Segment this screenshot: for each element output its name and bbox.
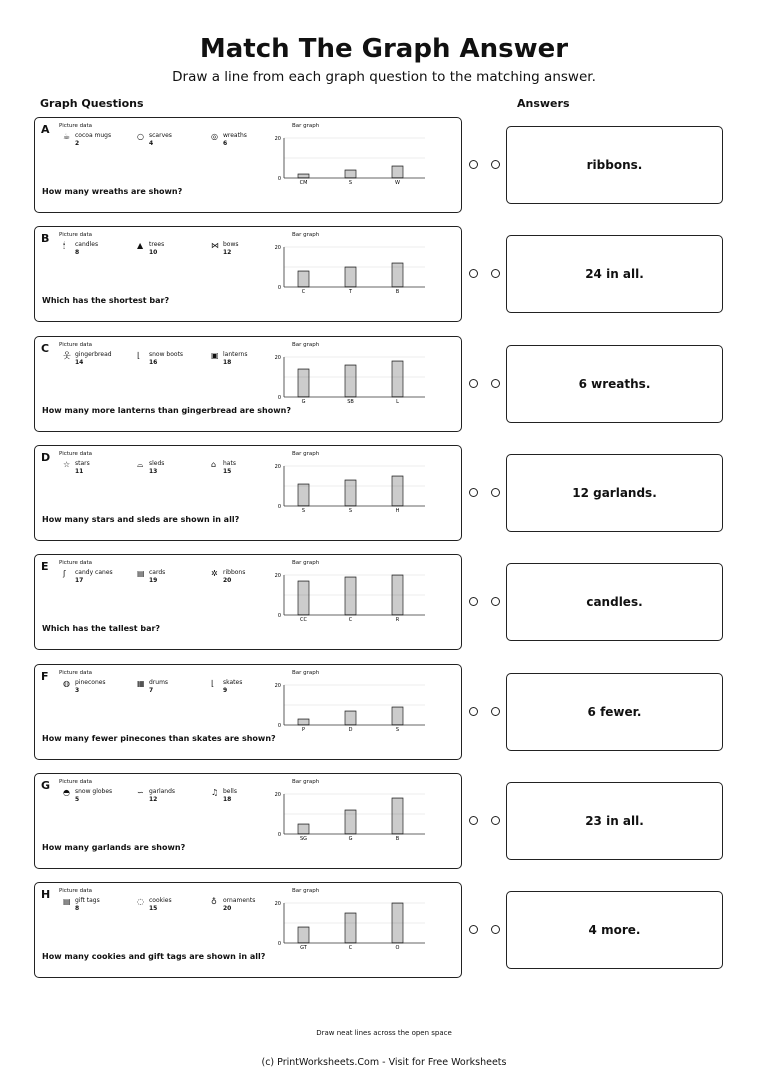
answer-card: 24 in all. xyxy=(506,235,723,313)
bar-chart xyxy=(271,567,436,629)
bar-chart xyxy=(271,895,436,957)
bar-chart xyxy=(271,786,436,848)
x-tick-label: G xyxy=(348,836,353,842)
question-card xyxy=(34,336,462,432)
x-tick-label: C xyxy=(348,945,353,951)
picture-data-item xyxy=(211,897,256,913)
item-value: 10 xyxy=(149,249,158,256)
question-card xyxy=(34,554,462,650)
y-tick-label: 0 xyxy=(277,504,281,510)
ribbon-icon: ✲ xyxy=(211,569,218,578)
candy-cane-icon: ʃ xyxy=(63,569,66,578)
question-card xyxy=(34,226,462,322)
bar-graph-label: Bar graph xyxy=(292,232,320,238)
skate-icon: ⌊ xyxy=(211,679,215,688)
picture-data-label: Picture data xyxy=(59,888,93,894)
answer-card: 12 garlands. xyxy=(506,454,723,532)
x-tick-label: O xyxy=(395,945,400,951)
x-tick-label: T xyxy=(348,289,353,295)
bar xyxy=(298,271,309,287)
item-name: cards xyxy=(149,569,166,576)
item-value: 7 xyxy=(149,687,154,694)
question-card xyxy=(34,664,462,760)
x-tick-label: D xyxy=(348,727,353,733)
x-tick-label: P xyxy=(301,727,306,733)
item-value: 8 xyxy=(75,905,80,912)
bar xyxy=(392,575,403,615)
item-name: skates xyxy=(223,679,243,686)
y-tick-label: 0 xyxy=(277,613,281,619)
item-value: 9 xyxy=(223,687,228,694)
y-tick-label: 20 xyxy=(274,464,281,470)
bar xyxy=(298,174,309,178)
item-value: 18 xyxy=(223,359,232,366)
item-value: 19 xyxy=(149,577,158,584)
answer-card: 23 in all. xyxy=(506,782,723,860)
x-tick-label: H xyxy=(395,508,400,514)
x-tick-label: G xyxy=(301,399,306,405)
bar xyxy=(392,166,403,178)
question-card xyxy=(34,117,462,213)
picture-data-label: Picture data xyxy=(59,123,93,129)
picture-data-item xyxy=(211,679,243,695)
picture-data-item xyxy=(137,569,166,585)
question-text: How many stars and sleds are shown in all? xyxy=(42,515,240,524)
picture-data-item xyxy=(211,569,246,585)
item-value: 20 xyxy=(223,905,232,912)
candle-icon: 🕯 xyxy=(63,241,66,250)
item-name: ornaments xyxy=(223,897,256,904)
item-value: 15 xyxy=(223,468,232,475)
x-tick-label: B xyxy=(395,836,400,842)
picture-data-label: Picture data xyxy=(59,779,93,785)
picture-data-item xyxy=(63,241,99,257)
question-connector-dot[interactable] xyxy=(469,488,478,497)
answer-connector-dot[interactable] xyxy=(491,816,500,825)
item-value: 11 xyxy=(75,468,84,475)
item-name: gingerbread xyxy=(75,351,112,358)
picture-data-item xyxy=(137,788,176,804)
picture-data-item xyxy=(137,132,172,148)
x-tick-label: GT xyxy=(300,945,307,951)
question-letter: D xyxy=(41,451,51,464)
item-name: snow boots xyxy=(149,351,184,358)
x-tick-label: S xyxy=(348,508,353,514)
item-value: 12 xyxy=(223,249,232,256)
item-value: 17 xyxy=(75,577,84,584)
item-name: ribbons xyxy=(223,569,246,576)
item-name: scarves xyxy=(149,132,172,139)
question-connector-dot[interactable] xyxy=(469,269,478,278)
bar xyxy=(345,577,356,615)
item-value: 18 xyxy=(223,796,232,803)
star-icon: ☆ xyxy=(63,460,71,469)
x-tick-label: SB xyxy=(347,399,354,405)
picture-data-item xyxy=(137,679,169,695)
bar-graph-label: Bar graph xyxy=(292,670,320,676)
bar xyxy=(298,719,309,725)
bar xyxy=(392,798,403,834)
bar xyxy=(345,267,356,287)
item-name: stars xyxy=(75,460,90,467)
picture-data-item xyxy=(63,132,112,148)
picture-data-item xyxy=(211,788,237,804)
question-connector-dot[interactable] xyxy=(469,925,478,934)
instruction-note: Draw neat lines across the open space xyxy=(316,1029,452,1037)
item-value: 12 xyxy=(149,796,158,803)
bar-graph-label: Bar graph xyxy=(292,342,320,348)
bar xyxy=(392,476,403,506)
picture-data-label: Picture data xyxy=(59,560,93,566)
question-connector-dot[interactable] xyxy=(469,379,478,388)
snow-globe-icon: ◓ xyxy=(63,788,70,797)
item-name: candles xyxy=(75,241,99,248)
bow-icon: ⋈ xyxy=(211,241,219,250)
item-name: garlands xyxy=(149,788,176,795)
picture-data-item xyxy=(137,241,165,257)
item-value: 3 xyxy=(75,687,80,694)
page-subtitle: Draw a line from each graph question to the matching answer. xyxy=(172,69,596,85)
tree-icon: ▲ xyxy=(137,241,144,250)
item-value: 4 xyxy=(149,140,154,147)
y-tick-label: 0 xyxy=(277,832,281,838)
answer-connector-dot[interactable] xyxy=(491,488,500,497)
bar xyxy=(345,365,356,397)
answer-card: 4 more. xyxy=(506,891,723,969)
item-value: 15 xyxy=(149,905,158,912)
x-tick-label: L xyxy=(396,399,399,405)
item-name: snow globes xyxy=(75,788,113,795)
x-tick-label: C xyxy=(348,617,353,623)
item-value: 16 xyxy=(149,359,158,366)
y-tick-label: 0 xyxy=(277,723,281,729)
bar-graph-label: Bar graph xyxy=(292,451,320,457)
bar-chart xyxy=(271,677,436,739)
x-tick-label: R xyxy=(395,617,400,623)
picture-data-label: Picture data xyxy=(59,670,93,676)
question-text: How many wreaths are shown? xyxy=(42,187,183,196)
question-text: How many more lanterns than gingerbread are shown? xyxy=(42,406,291,415)
scarf-icon: ○ xyxy=(137,132,144,141)
item-name: bells xyxy=(223,788,237,795)
question-letter: C xyxy=(41,342,50,355)
answer-connector-dot[interactable] xyxy=(491,379,500,388)
mug-icon: ☕ xyxy=(63,132,71,141)
answer-connector-dot[interactable] xyxy=(491,597,500,606)
item-name: trees xyxy=(149,241,165,248)
answer-connector-dot[interactable] xyxy=(491,269,500,278)
item-name: cocoa mugs xyxy=(75,132,112,139)
bar xyxy=(345,480,356,506)
lantern-icon: ▣ xyxy=(211,351,219,360)
bell-icon: ♫ xyxy=(211,788,219,797)
cookie-icon: ◌ xyxy=(137,897,144,906)
picture-data-label: Picture data xyxy=(59,342,93,348)
picture-data-item xyxy=(63,569,113,585)
question-letter: H xyxy=(41,888,51,901)
picture-data-item xyxy=(137,351,184,367)
item-name: drums xyxy=(149,679,169,686)
question-card xyxy=(34,882,462,978)
question-card xyxy=(34,773,462,869)
bar xyxy=(392,903,403,943)
bar-chart xyxy=(271,239,436,301)
item-name: wreaths xyxy=(223,132,247,139)
x-tick-label: C xyxy=(301,289,306,295)
item-name: lanterns xyxy=(223,351,248,358)
item-name: candy canes xyxy=(75,569,113,576)
x-tick-label: W xyxy=(395,180,400,186)
garland-icon: ∽ xyxy=(137,788,144,797)
y-tick-label: 0 xyxy=(277,395,281,401)
item-name: bows xyxy=(223,241,239,248)
item-name: sleds xyxy=(149,460,165,467)
x-tick-label: CM xyxy=(299,180,308,186)
bar xyxy=(345,810,356,834)
picture-data-item xyxy=(63,351,112,367)
picture-data-item xyxy=(63,788,113,804)
wreath-icon: ◎ xyxy=(211,132,218,141)
footer-text: (c) PrintWorksheets.Com - Visit for Free Worksheets xyxy=(261,1057,507,1068)
x-tick-label: S xyxy=(348,180,353,186)
y-tick-label: 20 xyxy=(274,245,281,251)
bar-graph-label: Bar graph xyxy=(292,560,320,566)
bar xyxy=(298,369,309,397)
question-connector-dot[interactable] xyxy=(469,597,478,606)
question-text: Which has the shortest bar? xyxy=(42,296,170,305)
bar-graph-label: Bar graph xyxy=(292,779,320,785)
picture-data-item xyxy=(211,132,247,148)
item-value: 5 xyxy=(75,796,80,803)
answer-card: ribbons. xyxy=(506,126,723,204)
y-tick-label: 0 xyxy=(277,285,281,291)
answer-card: 6 fewer. xyxy=(506,673,723,751)
question-text: How many fewer pinecones than skates are shown? xyxy=(42,734,276,743)
item-value: 14 xyxy=(75,359,84,366)
answer-connector-dot[interactable] xyxy=(491,925,500,934)
y-tick-label: 0 xyxy=(277,941,281,947)
picture-data-item xyxy=(211,241,239,257)
picture-data-item xyxy=(137,460,165,476)
ornament-icon: ♁ xyxy=(211,897,217,906)
question-text: How many cookies and gift tags are shown in all? xyxy=(42,952,266,961)
hat-icon: ⌂ xyxy=(211,460,217,469)
item-value: 13 xyxy=(149,468,158,475)
item-name: gift tags xyxy=(75,897,100,904)
question-connector-dot[interactable] xyxy=(469,816,478,825)
answers-heading: Answers xyxy=(517,97,570,110)
item-name: cookies xyxy=(149,897,172,904)
gingerbread-icon: 웃 xyxy=(63,351,71,360)
x-tick-label: S xyxy=(301,508,306,514)
bar xyxy=(392,707,403,725)
bar xyxy=(392,263,403,287)
item-value: 8 xyxy=(75,249,80,256)
answer-connector-dot[interactable] xyxy=(491,160,500,169)
picture-data-item xyxy=(63,897,100,913)
x-tick-label: B xyxy=(395,289,400,295)
y-tick-label: 20 xyxy=(274,901,281,907)
picture-data-label: Picture data xyxy=(59,232,93,238)
y-tick-label: 20 xyxy=(274,355,281,361)
bar xyxy=(298,581,309,615)
bar-chart xyxy=(271,130,436,192)
picture-data-item xyxy=(211,351,248,367)
bar-graph-label: Bar graph xyxy=(292,123,320,129)
question-text: Which has the tallest bar? xyxy=(42,624,161,633)
bar-chart xyxy=(271,458,436,520)
boot-icon: ⌊ xyxy=(137,351,141,360)
item-value: 2 xyxy=(75,140,80,147)
question-letter: E xyxy=(41,560,49,573)
picture-data-item xyxy=(63,679,106,695)
question-connector-dot[interactable] xyxy=(469,160,478,169)
question-letter: F xyxy=(41,670,49,683)
bar xyxy=(298,927,309,943)
picture-data-item xyxy=(211,460,236,476)
y-tick-label: 20 xyxy=(274,792,281,798)
x-tick-label: CC xyxy=(300,617,307,623)
page-title: Match The Graph Answer xyxy=(199,34,569,64)
bar xyxy=(298,824,309,834)
question-text: How many garlands are shown? xyxy=(42,843,186,852)
item-name: pinecones xyxy=(75,679,106,686)
item-value: 20 xyxy=(223,577,232,584)
bar xyxy=(345,711,356,725)
drum-icon: ▦ xyxy=(137,679,145,688)
y-tick-label: 0 xyxy=(277,176,281,182)
y-tick-label: 20 xyxy=(274,683,281,689)
answer-card: candles. xyxy=(506,563,723,641)
question-letter: B xyxy=(41,232,50,245)
answer-card: 6 wreaths. xyxy=(506,345,723,423)
gift-tag-icon: ▤ xyxy=(63,897,71,906)
bar xyxy=(392,361,403,397)
x-tick-label: SG xyxy=(299,836,308,842)
question-letter: G xyxy=(41,779,51,792)
answer-connector-dot[interactable] xyxy=(491,707,500,716)
y-tick-label: 20 xyxy=(274,136,281,142)
picture-data-label: Picture data xyxy=(59,451,93,457)
y-tick-label: 20 xyxy=(274,573,281,579)
bar xyxy=(298,484,309,506)
questions-heading: Graph Questions xyxy=(40,97,144,110)
bar-graph-label: Bar graph xyxy=(292,888,320,894)
question-card xyxy=(34,445,462,541)
item-name: hats xyxy=(223,460,236,467)
bar-chart xyxy=(271,349,436,411)
question-connector-dot[interactable] xyxy=(469,707,478,716)
card-icon: ▤ xyxy=(137,569,145,578)
picture-data-item xyxy=(137,897,172,913)
bar xyxy=(345,913,356,943)
item-value: 6 xyxy=(223,140,228,147)
question-letter: A xyxy=(41,123,50,136)
picture-data-item xyxy=(63,460,90,476)
bar xyxy=(345,170,356,178)
pinecone-icon: ◍ xyxy=(63,679,70,688)
sled-icon: ⌓ xyxy=(137,460,144,469)
x-tick-label: S xyxy=(395,727,400,733)
